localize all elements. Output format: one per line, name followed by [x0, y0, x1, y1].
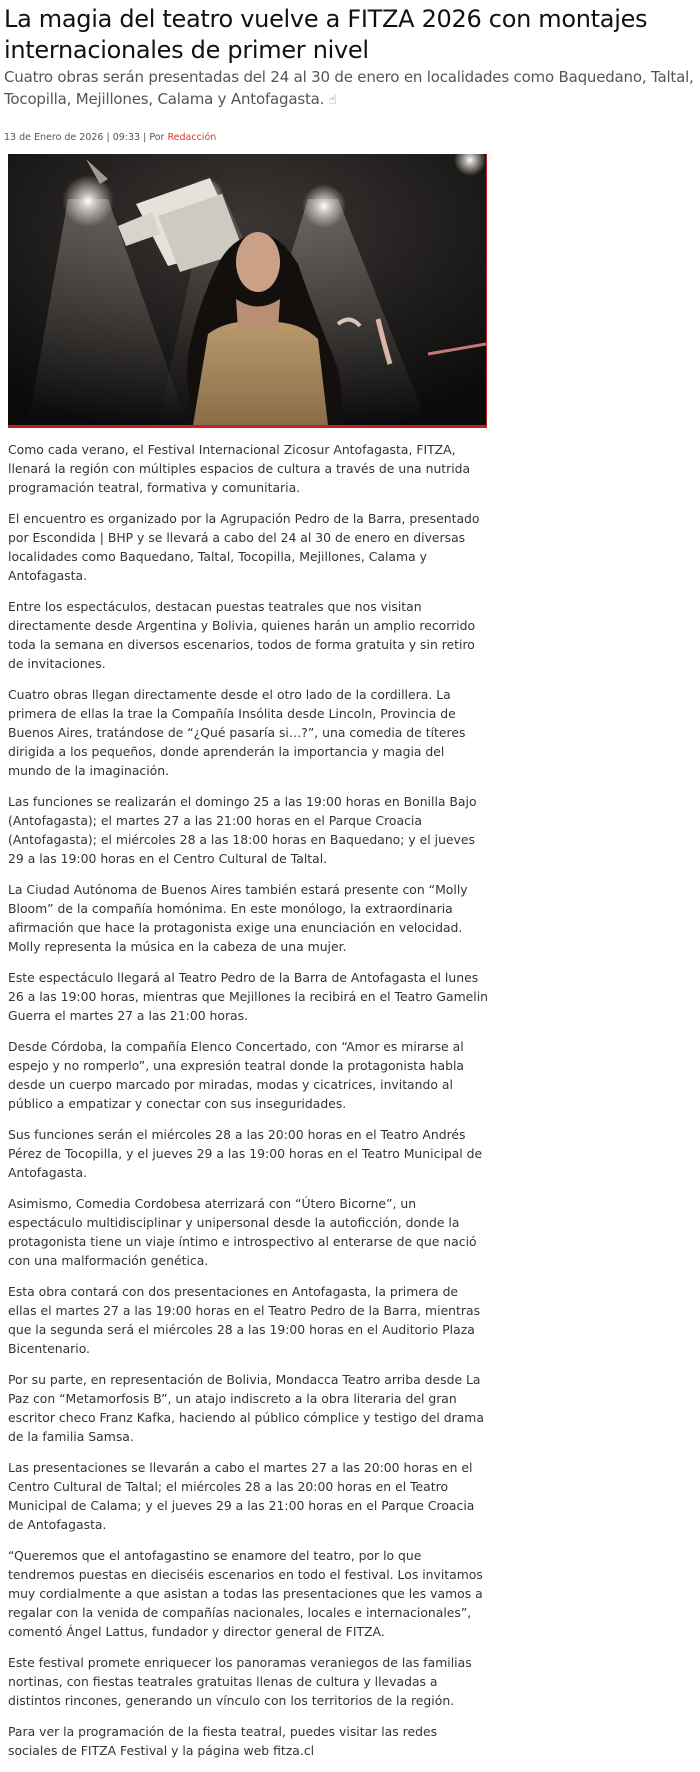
article-paragraph: Asimismo, Comedia Cordobesa aterrizará con “Útero Bicorne”, un espectáculo multidisciplinar y unipersonal desde la autoficción, donde la protagonista tiene un viaje íntimo e introspectivo al enterarse de que nació con una malformación genética. — [8, 1196, 477, 1268]
article-paragraph: Para ver la programación de la fiesta teatral, puedes visitar las redes sociales de FITZA Festival y la página web fitza.cl — [8, 1724, 438, 1758]
author-link[interactable]: Redacción — [167, 132, 217, 143]
article-paragraph: Las funciones se realizarán el domingo 25 a las 19:00 horas en Bonilla Bajo (Antofagasta); el martes 27 a las 21:00 horas en el Parque Croacia (Antofagasta); el miércoles 28 a las 18:00 horas en Baquedano; y el jueves 29 a las 19:00 horas en el Centro Cultural de Taltal. — [8, 794, 477, 866]
article-paragraph: Cuatro obras llegan directamente desde el otro lado de la cordillera. La primera de ellas la trae la Compañía Insólita desde Lincoln, Provincia de Buenos Aires, tratándose de “¿Qué pasaría si…?”, una comedia de títeres dirigida a los pequeños, donde aprenderán la importancia y magia del mundo de la imaginación. — [8, 687, 466, 778]
article-meta — [4, 132, 216, 144]
article-paragraph: Como cada verano, el Festival Internacional Zicosur Antofagasta, FITZA, llenará la región con múltiples espacios de cultura a través de una nutrida programación teatral, formativa y comunitaria. — [8, 442, 471, 495]
hero-photo — [8, 154, 487, 428]
article-paragraph: Esta obra contará con dos presentaciones en Antofagasta, la primera de ellas el martes 27 a las 19:00 horas en el Teatro Pedro de la Barra, mientras que la segunda será el miércoles 28 a las 19:00 horas en el Auditorio Plaza Bicentenario. — [8, 1284, 481, 1356]
article-paragraph: Las presentaciones se llevarán a cabo el martes 27 a las 20:00 horas en el Centro Cultural de Taltal; el miércoles 28 a las 20:00 horas en el Teatro Municipal de Calama; y el jueves 29 a las 21:00 horas en el Parque Croacia de Antofagasta. — [8, 1460, 475, 1532]
article-paragraph: Este espectáculo llegará al Teatro Pedro de la Barra de Antofagasta el lunes 26 a las 19:00 horas, mientras que Mejillones la recibirá en el Teatro Gamelin Guerra el martes 27 a las 21:00 horas. — [8, 970, 489, 1023]
publish-date: 13 de Enero de 2026 | 09:33 | Por — [4, 132, 165, 143]
article-paragraph: La Ciudad Autónoma de Buenos Aires también estará presente con “Molly Bloom” de la compañía homónima. En este monólogo, la extraordinaria afirmación que hace la protagonista exige una enunciación en velocidad. Molly representa la música en la cabeza de una mujer. — [8, 882, 468, 954]
article-headline: La magia del teatro vuelve a FITZA 2026 con montajes internacionales de primer nivel — [4, 5, 648, 64]
article-paragraph: Entre los espectáculos, destacan puestas teatrales que nos visitan directamente desde Argentina y Bolivia, quienes harán un amplio recorrido toda la semana en diversos escenarios, todos de forma gratuita y sin retiro de invitaciones. — [8, 599, 476, 671]
article-subtitle-text: Cuatro obras serán presentadas del 24 al 30 de enero en localidades como Baquedano, Taltal, Tocopilla, Mejillones, Calama y Antofagasta. — [4, 68, 694, 108]
article-paragraph: “Queremos que el antofagastino se enamore del teatro, por lo que tendremos puestas en dieciséis escenarios en todo el festival. Los invitamos muy cordialmente a que asistan a todas las presentaciones que les vamos a regalar con la venida de compañías nacionales, locales e internacionales”, comentó Ángel Lattus, fundador y director general de FITZA. — [8, 1548, 483, 1639]
article-paragraph: El encuentro es organizado por la Agrupación Pedro de la Barra, presentado por Escondida | BHP y se llevará a cabo del 24 al 30 de enero en diversas localidades como Baquedano, Taltal, Tocopilla, Mejillones, Calama y Antofagasta. — [8, 511, 480, 583]
article-body — [8, 440, 490, 1772]
listen-hand-icon[interactable]: ☝ — [328, 93, 337, 108]
article-paragraph: Por su parte, en representación de Bolivia, Mondacca Teatro arriba desde La Paz con “Metamorfosis B”, un atajo indiscreto a la obra literaria del gran escritor checo Franz Kafka, haciendo al público cómplice y testigo del drama de la familia Samsa. — [8, 1372, 484, 1444]
article-paragraph: Desde Córdoba, la compañía Elenco Concertado, con “Amor es mirarse al espejo y no romperlo”, una expresión teatral donde la protagonista habla desde un cuerpo marcado por miradas, modas y cicatrices, invitando al público a empatizar y conectar con sus inseguridades. — [8, 1039, 465, 1111]
article-paragraph: Este festival promete enriquecer los panoramas veraniegos de las familias nortinas, con fiestas teatrales gratuitas llenas de cultura y llevadas a distintos rincones, generando un vínculo con los territorios de la región. — [8, 1655, 472, 1708]
article-paragraph: Sus funciones serán el miércoles 28 a las 20:00 horas en el Teatro Andrés Pérez de Tocopilla, y el jueves 29 a las 19:00 horas en el Teatro Municipal de Antofagasta. — [8, 1127, 483, 1180]
article-subtitle — [4, 66, 696, 112]
theatre-performance-image — [8, 154, 486, 425]
